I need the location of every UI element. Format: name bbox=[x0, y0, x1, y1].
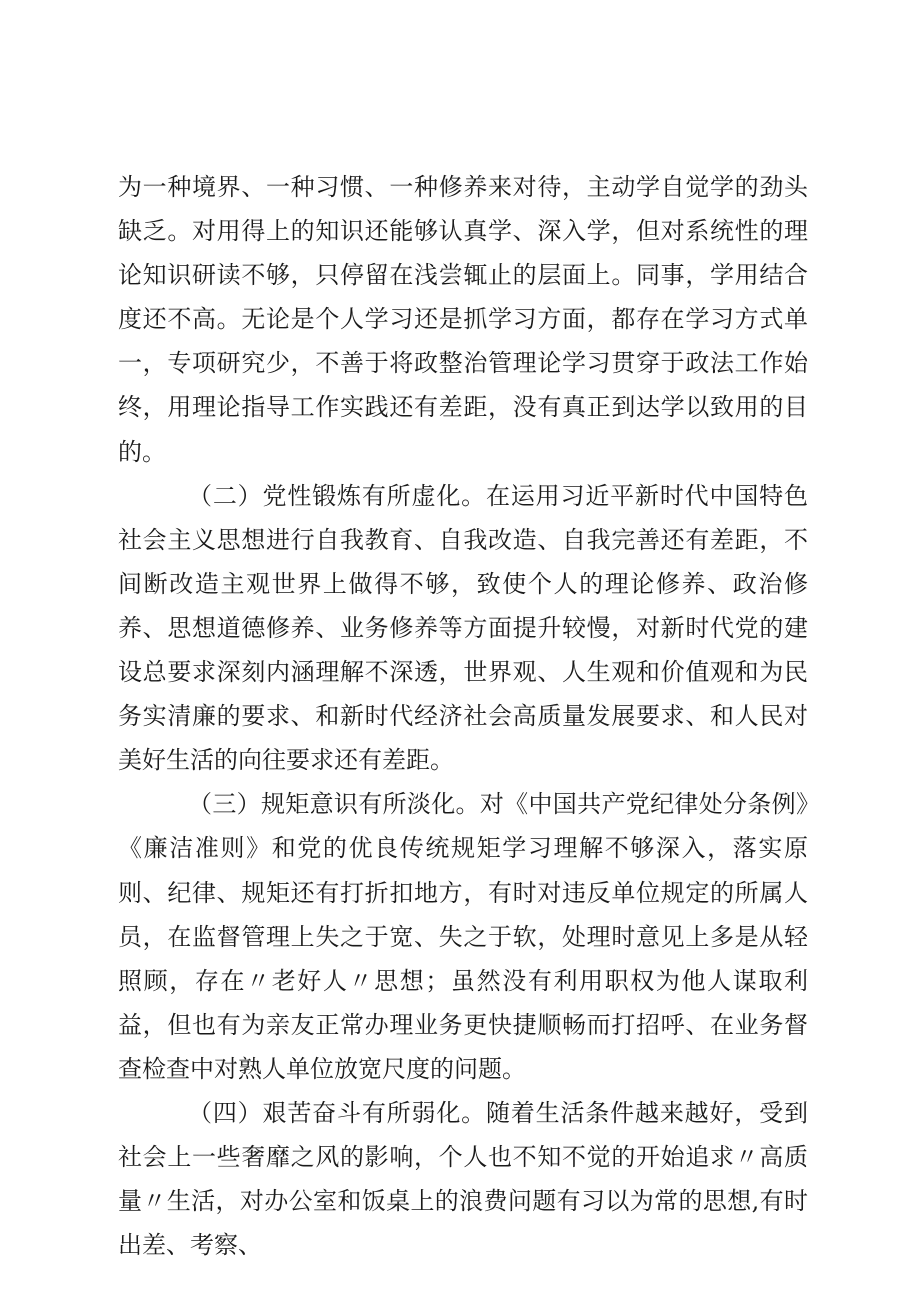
paragraph-section-4: （四）艰苦奋斗有所弱化。随着生活条件越来越好，受到社会上一些奢靡之风的影响，个人也不知不觉的开始追求〃高质量〃生活，对办公室和饭桌上的浪费问题有习以为常的思想,有时出差、考察、 bbox=[118, 1098, 808, 1260]
paragraph-continued: 为一种境界、一种习惯、一种修养来对待，主动学自觉学的劲头缺乏。对用得上的知识还能够认真学、深入学，但对系统性的理论知识研读不够，只停留在浅尝辄止的层面上。同事，学用结合度还不高。无论是个人学习还是抓学习方面，都存在学习方式单一，专项研究少，不善于将政整治管理论学习贯穿于政法工作始终，用理论指导工作实践还有差距，没有真正到达学以致用的目的。 bbox=[118, 173, 808, 466]
paragraph-section-3: （三）规矩意识有所淡化。对《中国共产党纪律处分条例》《廉洁准则》和党的优良传统规矩学习理解不够深入，落实原则、纪律、规矩还有打折扣地方，有时对违反单位规定的所属人员，在监督管理上失之于宽、失之于软，处理时意见上多是从轻照顾，存在〃老好人〃思想；虽然没有利用职权为他人谋取利益，但也有为亲友正常办理业务更快捷顺畅而打招呼、在业务督查检查中对熟人单位放宽尺度的问题。 bbox=[118, 790, 808, 1083]
document-body bbox=[118, 165, 808, 1267]
paragraph-section-2: （二）党性锻炼有所虚化。在运用习近平新时代中国特色社会主义思想进行自我教育、自我改造、自我完善还有差距，不间断改造主观世界上做得不够，致使个人的理论修养、政治修养、思想道德修养、业务修养等方面提升较慢，对新时代党的建设总要求深刻内涵理解不深透，世界观、人生观和价值观和为民务实清廉的要求、和新时代经济社会高质量发展要求、和人民对美好生活的向往要求还有差距。 bbox=[118, 481, 808, 775]
